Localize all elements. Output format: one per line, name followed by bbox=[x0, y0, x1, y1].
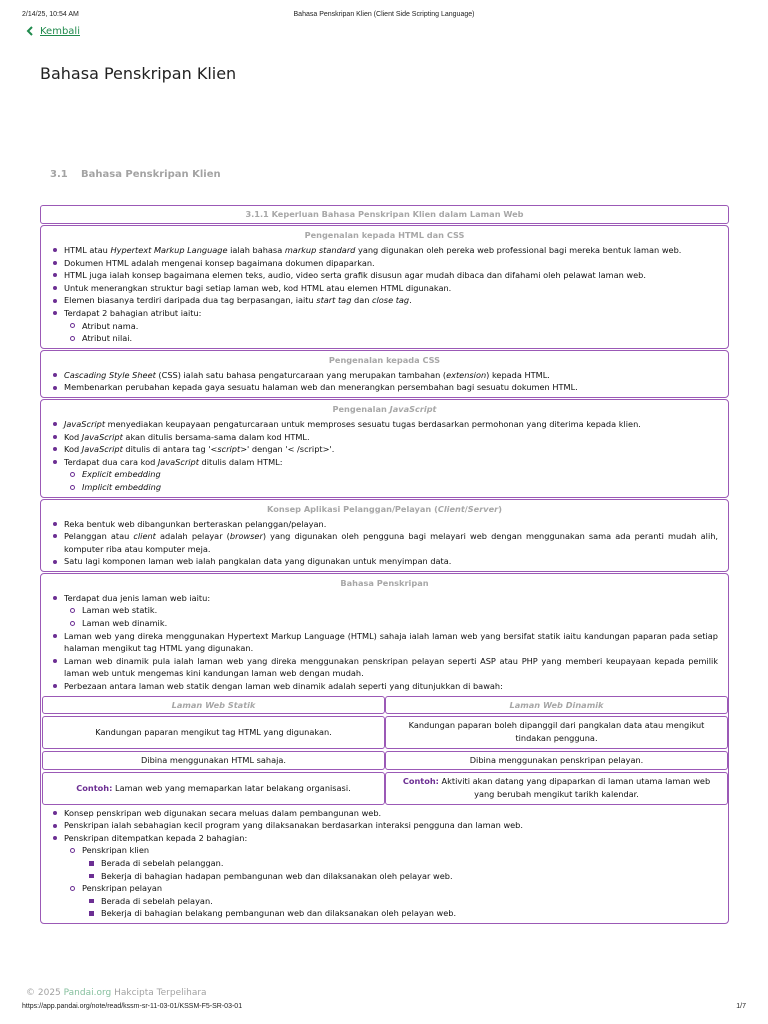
sub-list-item: Laman web statik. bbox=[69, 604, 718, 617]
list-item: Untuk menerangkan struktur bagi setiap laman web, kod HTML atau elemen HTML digunakan. bbox=[51, 282, 718, 295]
table-header: Laman Web Statik bbox=[42, 696, 385, 714]
sub-list-item: Penskripan pelayan bbox=[69, 882, 718, 895]
list-item: Terdapat dua cara kod JavaScript ditulis dalam HTML: bbox=[51, 456, 718, 469]
page-title: Bahasa Penskripan Klien bbox=[40, 64, 237, 83]
table-row bbox=[42, 716, 728, 749]
bullet-list bbox=[51, 369, 718, 394]
card-title: Bahasa Penskripan bbox=[340, 577, 429, 588]
list-item: Cascading Style Sheet (CSS) ialah satu bahasa pengaturcaraan yang merupakan tambahan (extension) kepada HTML. bbox=[51, 369, 718, 382]
section-title: Bahasa Penskripan Klien bbox=[81, 169, 221, 180]
print-datetime: 2/14/25, 10:54 AM bbox=[22, 11, 79, 18]
chevron-left-icon bbox=[26, 26, 34, 36]
list-item: Reka bentuk web dibangunkan berteraskan pelanggan/pelayan. bbox=[51, 518, 718, 531]
bullet-list bbox=[51, 244, 718, 345]
table-row bbox=[42, 772, 728, 805]
list-item: JavaScript menyediakan keupayaan pengaturcaraan untuk memproses sesuatu tugas berdasarkan permohonan yang diterima kepada klien. bbox=[51, 418, 718, 431]
sub-list-item: Laman web dinamik. bbox=[69, 617, 718, 630]
print-footer bbox=[0, 1003, 768, 1015]
pandai-link[interactable]: Pandai.org bbox=[63, 988, 112, 998]
sub-sub-list-item: Berada di sebelah pelayan. bbox=[88, 895, 718, 908]
list-item: Laman web dinamik pula ialah laman web yang direka menggunakan penskripan pelayan seperti ASP atau PHP yang memberi keupayaan kepada pemilik laman web untuk mengemas kini kandungan laman web dengan mudah. bbox=[51, 655, 718, 680]
list-item: Penskripan ialah sebahagian kecil program yang dilaksanakan berdasarkan interaksi pengguna dan laman web. bbox=[51, 819, 718, 832]
list-item: Pelanggan atau client adalah pelayar (browser) yang digunakan oleh pengguna bagi melayari web dengan menggunakan sama ada peranti mudah alih, komputer riba atau komputer meja. bbox=[51, 530, 718, 555]
list-item: Penskripan ditempatkan kepada 2 bahagian: bbox=[51, 832, 718, 845]
section-number: 3.1 bbox=[50, 169, 68, 180]
card-html-css bbox=[40, 225, 729, 349]
table-cell: Dibina menggunakan HTML sahaja. bbox=[42, 751, 385, 770]
table-header: Laman Web Dinamik bbox=[385, 696, 728, 714]
sub-list-item: Atribut nilai. bbox=[69, 332, 718, 345]
table-cell: Contoh: Aktiviti akan datang yang dipaparkan di laman utama laman web yang berubah mengikut tarikh kalendar. bbox=[385, 772, 728, 805]
bullet-list bbox=[51, 518, 718, 568]
copyright: © 2025 Pandai.org Hakcipta Terpelihara bbox=[26, 988, 207, 998]
list-item: Satu lagi komponen laman web ialah pangkalan data yang digunakan untuk menyimpan data. bbox=[51, 555, 718, 568]
table-cell: Kandungan paparan mengikut tag HTML yang digunakan. bbox=[42, 716, 385, 749]
sub-sub-list-item: Berada di sebelah pelanggan. bbox=[88, 857, 718, 870]
bullet-list bbox=[51, 418, 718, 494]
list-item: Elemen biasanya terdiri daripada dua tag berpasangan, iaitu start tag dan close tag. bbox=[51, 294, 718, 307]
list-item: HTML juga ialah konsep bagaimana elemen teks, audio, video serta grafik disusun agar mudah dibaca dan difahami oleh pelawat laman web. bbox=[51, 269, 718, 282]
section-heading bbox=[50, 169, 221, 180]
sub-sub-list-item: Bekerja di bahagian hadapan pembangunan web dan dilaksanakan oleh pelayar web. bbox=[88, 870, 718, 883]
print-header bbox=[0, 11, 768, 23]
table-row bbox=[42, 751, 728, 770]
print-url: https://app.pandai.org/note/read/kssm-sr-11-03-01/KSSM-F5-SR-03-01 bbox=[22, 1003, 243, 1010]
list-item: Kod JavaScript akan ditulis bersama-sama dalam kod HTML. bbox=[51, 431, 718, 444]
card-title: Pengenalan kepada HTML dan CSS bbox=[304, 230, 465, 240]
list-item: Terdapat dua jenis laman web iaitu: bbox=[51, 592, 718, 605]
sub-list-item: Penskripan klien bbox=[69, 844, 718, 857]
topic-title: 3.1.1 Keperluan Bahasa Penskripan Klien dalam Laman Web bbox=[40, 205, 729, 224]
card-title: Pengenalan JavaScript bbox=[332, 403, 437, 414]
print-doc-title: Bahasa Penskripan Klien (Client Side Scripting Language) bbox=[293, 11, 475, 18]
print-page-number: 1/7 bbox=[736, 1003, 746, 1010]
list-item: Kod JavaScript ditulis di antara tag '<script>' dengan '< /script>'. bbox=[51, 443, 718, 456]
table-cell: Dibina menggunakan penskripan pelayan. bbox=[385, 751, 728, 770]
back-link[interactable] bbox=[26, 24, 80, 38]
list-item: Konsep penskripan web digunakan secara meluas dalam pembangunan web. bbox=[51, 807, 718, 820]
list-item: Terdapat 2 bahagian atribut iaitu: bbox=[51, 307, 718, 320]
card-client-server bbox=[40, 499, 729, 572]
sub-sub-list-item: Bekerja di bahagian belakang pembangunan web dan dilaksanakan oleh pelayan web. bbox=[88, 907, 718, 920]
card-css bbox=[40, 350, 729, 398]
sub-list-item: Explicit embedding bbox=[69, 468, 718, 481]
list-item: Dokumen HTML adalah mengenai konsep bagaimana dokumen dipaparkan. bbox=[51, 257, 718, 270]
card-title: Pengenalan kepada CSS bbox=[328, 354, 441, 365]
list-item: Membenarkan perubahan kepada gaya sesuatu halaman web dan menerangkan persembahan bagi sesuatu dokumen HTML. bbox=[51, 381, 718, 394]
list-item: Laman web yang direka menggunakan Hypertext Markup Language (HTML) sahaja ialah laman web yang bersifat statik iaitu kandungan paparan pada setiap halaman mengikut tag HTML yang digunakan. bbox=[51, 630, 718, 655]
card-scripting bbox=[40, 573, 729, 924]
sub-list-item: Atribut nama. bbox=[69, 320, 718, 333]
bullet-list bbox=[51, 592, 718, 693]
table-cell: Kandungan paparan boleh dipanggil dari pangkalan data atau mengikut tindakan pengguna. bbox=[385, 716, 728, 749]
back-link-label[interactable]: Kembali bbox=[40, 25, 80, 37]
card-javascript bbox=[40, 399, 729, 498]
bullet-list bbox=[51, 807, 718, 920]
list-item: Perbezaan antara laman web statik dengan laman web dinamik adalah seperti yang ditunjukkan di bawah: bbox=[51, 680, 718, 693]
sub-list-item: Implicit embedding bbox=[69, 481, 718, 494]
comparison-table bbox=[42, 694, 728, 807]
list-item: HTML atau Hypertext Markup Language ialah bahasa markup standard yang digunakan oleh pereka web professional bagi mereka bentuk laman web. bbox=[51, 244, 718, 257]
note-content bbox=[40, 205, 729, 925]
table-header-row bbox=[42, 696, 728, 714]
card-title: Konsep Aplikasi Pelanggan/Pelayan (Client/Server) bbox=[267, 503, 502, 514]
table-cell: Contoh: Laman web yang memaparkan latar belakang organisasi. bbox=[42, 772, 385, 805]
